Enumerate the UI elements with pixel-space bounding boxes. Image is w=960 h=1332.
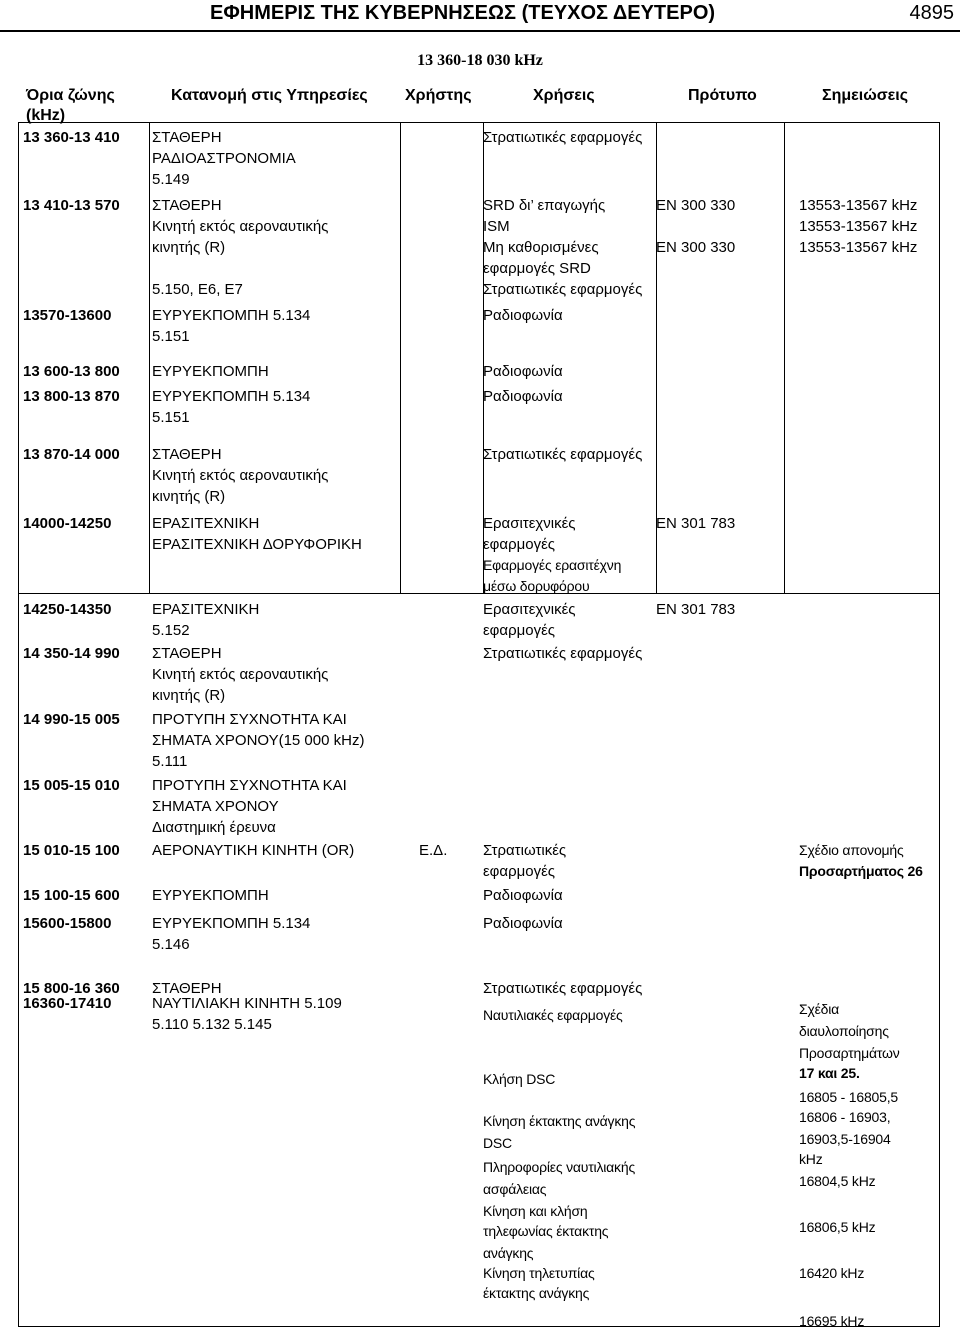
allocation-cell-line: ΣΗΜΑΤΑ ΧΡΟΝΟΥ(15 000 kHz)	[152, 732, 365, 749]
standard-cell	[656, 195, 735, 258]
uses-cell-line: DSC	[483, 1135, 512, 1151]
allocation-cell-line: Κινητή εκτός αεροναυτικής	[152, 666, 329, 683]
band-cell-line: 15 010-15 100	[23, 842, 120, 859]
notes-cell	[799, 195, 917, 258]
uses-cell-line: Κίνηση και κλήση	[483, 1203, 588, 1219]
allocation-cell-line: ΑΕΡΟΝΑΥΤΙΚΗ ΚΙΝΗΤΗ (OR)	[152, 842, 355, 859]
allocation-cell	[152, 993, 342, 1035]
notes-cell-line: 16804,5 kHz	[799, 1173, 876, 1189]
uses-cell-line: Στρατιωτικές εφαρμογές	[483, 980, 643, 997]
allocation-cell-line: 5.151	[152, 409, 190, 426]
allocation-cell	[152, 386, 310, 428]
band-cell	[23, 513, 111, 534]
page-header-title: ΕΦΗΜΕΡΙΣ ΤΗΣ ΚΥΒΕΡΝΗΣΕΩΣ (ΤΕΥΧΟΣ ΔΕΥΤΕΡΟ)	[210, 2, 716, 24]
uses-cell-line: εφαρμογές	[483, 622, 556, 639]
allocation-cell-line: ΣΤΑΘΕΡΗ	[152, 197, 222, 214]
allocation-cell-line: ΕΡΑΣΙΤΕΧΝΙΚΗ	[152, 515, 260, 532]
uses-cell	[483, 913, 563, 934]
uses-cell	[483, 885, 563, 906]
allocation-cell-line: 5.150, Ε6, Ε7	[152, 281, 243, 298]
uses-cell-line: Ναυτιλιακές εφαρμογές	[483, 1007, 623, 1023]
uses-cell-line: εφαρμογές	[483, 536, 556, 553]
uses-cell-line: Πληροφορίες ναυτιλιακής	[483, 1159, 635, 1175]
uses-cell	[483, 127, 642, 148]
notes-cell-line: Προσαρτημάτων	[799, 1045, 900, 1061]
band-cell-line: 14 350-14 990	[23, 645, 120, 662]
band-cell-line: 13 870-14 000	[23, 446, 120, 463]
band-cell-line: 14000-14250	[23, 515, 112, 532]
row-divider	[19, 593, 939, 594]
uses-cell-line: τηλεφωνίας έκτακτης	[483, 1223, 609, 1239]
notes-cell-line: 16806,5 kHz	[799, 1219, 876, 1235]
band-cell-line: 13 410-13 570	[23, 197, 120, 214]
allocation-cell-line: ΣΤΑΘΕΡΗ	[152, 446, 222, 463]
allocation-cell	[152, 840, 354, 861]
band-cell	[23, 709, 120, 730]
col-divider	[400, 123, 401, 593]
standard-cell-line: EN 301 783	[656, 601, 736, 618]
page-number: 4895	[909, 2, 954, 24]
notes-cell-line: 17 και 25.	[799, 1065, 860, 1081]
allocation-table	[18, 122, 940, 1327]
uses-cell	[483, 978, 642, 999]
allocation-cell	[152, 643, 328, 706]
header-rule	[0, 30, 960, 32]
notes-cell	[799, 840, 923, 882]
uses-cell-line: Στρατιωτικές εφαρμογές	[483, 129, 643, 146]
uses-cell-line: εφαρμογές	[483, 863, 556, 880]
band-cell	[23, 643, 120, 664]
col-header-notes: Σημειώσεις	[822, 87, 909, 104]
allocation-cell	[152, 305, 310, 347]
band-cell	[23, 840, 120, 861]
uses-cell-line: Ραδιοφωνία	[483, 363, 563, 380]
band-cell	[23, 444, 120, 465]
uses-cell	[483, 840, 566, 882]
uses-cell-line: Ερασιτεχνικές	[483, 515, 576, 532]
notes-cell-line: Προσαρτήματος 26	[799, 863, 923, 879]
band-range-title: 13 360-18 030 kHz	[417, 52, 543, 69]
col-header-band: Όρια ζώνης (kHz)	[26, 87, 115, 124]
notes-cell-line: 16695 kHz	[799, 1313, 865, 1329]
uses-cell	[483, 444, 642, 465]
uses-cell-line: Στρατιωτικές	[483, 842, 567, 859]
band-cell-line: 13 360-13 410	[23, 129, 120, 146]
allocation-cell-line: ΣΤΑΘΕΡΗ	[152, 645, 222, 662]
allocation-cell-line: ΕΥΡΥΕΚΠΟΜΠΗ 5.134	[152, 307, 311, 324]
allocation-cell-line: 5.110 5.132 5.145	[152, 1016, 272, 1033]
notes-cell-line: 16420 kHz	[799, 1265, 865, 1281]
uses-cell	[483, 599, 576, 641]
band-cell-line: 13570-13600	[23, 307, 112, 324]
allocation-cell	[152, 513, 362, 555]
band-cell-line: 16360-17410	[23, 995, 112, 1012]
band-cell	[23, 127, 120, 148]
allocation-cell	[152, 775, 347, 838]
allocation-cell-line: ΡΑΔΙΟΑΣΤΡΟΝΟΜΙΑ	[152, 150, 296, 167]
uses-cell-line: Ραδιοφωνία	[483, 887, 563, 904]
uses-cell-line: Ραδιοφωνία	[483, 915, 563, 932]
col-divider	[784, 123, 785, 593]
uses-cell-line: έκτακτης ανάγκης	[483, 1285, 590, 1301]
band-cell	[23, 599, 111, 620]
standard-cell-line: EN 300 330	[656, 239, 736, 256]
allocation-cell-line: κινητής (R)	[152, 239, 226, 256]
uses-cell-line: SRD δι’ επαγωγής	[483, 197, 606, 214]
standard-cell	[656, 513, 735, 534]
uses-cell-line: Ραδιοφωνία	[483, 307, 563, 324]
allocation-cell-line: ΠΡΟΤΥΠΗ ΣΥΧΝΟΤΗΤΑ ΚΑΙ	[152, 777, 347, 794]
allocation-cell	[152, 361, 269, 382]
allocation-cell-line: Διαστημική έρευνα	[152, 819, 276, 836]
user-cell	[419, 840, 447, 861]
allocation-cell-line: 5.151	[152, 328, 190, 345]
band-cell-line: 15 100-15 600	[23, 887, 120, 904]
notes-cell-line: διαυλοποίησης	[799, 1023, 889, 1039]
uses-cell	[483, 513, 621, 597]
band-cell-line: 15600-15800	[23, 915, 112, 932]
col-divider	[149, 123, 150, 593]
col-header-allocation: Κατανομή στις Υπηρεσίες	[171, 87, 368, 104]
standard-cell-line: EN 300 330	[656, 197, 736, 214]
allocation-cell-line: ΕΡΑΣΙΤΕΧΝΙΚΗ ΔΟΡΥΦΟΡΙΚΗ	[152, 536, 362, 553]
band-cell	[23, 361, 120, 382]
notes-cell-line: 13553-13567 kHz	[799, 197, 918, 214]
allocation-cell	[152, 444, 328, 507]
band-cell-line: 15 800-16 360	[23, 980, 120, 997]
standard-cell-line: EN 301 783	[656, 515, 736, 532]
uses-cell-line: Κίνηση τηλετυπίας	[483, 1265, 595, 1281]
band-cell	[23, 386, 120, 407]
allocation-cell-line: ΣΗΜΑΤΑ ΧΡΟΝΟΥ	[152, 798, 279, 815]
allocation-cell-line: ΕΡΑΣΙΤΕΧΝΙΚΗ	[152, 601, 260, 618]
allocation-cell-line: ΣΤΑΘΕΡΗ	[152, 129, 222, 146]
band-cell	[23, 305, 111, 326]
uses-cell-line: εφαρμογές SRD	[483, 260, 591, 277]
standard-cell-line	[656, 216, 735, 237]
allocation-cell-line	[152, 258, 328, 279]
uses-cell-line: Στρατιωτικές εφαρμογές	[483, 446, 643, 463]
band-cell	[23, 885, 120, 906]
notes-cell-line: kHz	[799, 1151, 823, 1167]
uses-cell-line: ανάγκης	[483, 1245, 534, 1261]
band-cell-line: 14 990-15 005	[23, 711, 120, 728]
uses-cell-line: Κλήση DSC	[483, 1071, 556, 1087]
notes-cell-line: 16903,5-16904	[799, 1131, 891, 1147]
band-cell-line: 15 005-15 010	[23, 777, 120, 794]
uses-cell	[483, 195, 642, 300]
notes-cell-line: Σχέδια	[799, 1001, 840, 1017]
allocation-cell	[152, 127, 296, 190]
band-cell-line: 13 600-13 800	[23, 363, 120, 380]
allocation-cell-line: ΝΑΥΤΙΛΙΑΚΗ ΚΙΝΗΤΗ 5.109	[152, 995, 342, 1012]
uses-cell-line: Εφαρμογές ερασιτέχνη	[483, 557, 622, 573]
uses-cell-line: Στρατιωτικές εφαρμογές	[483, 281, 643, 298]
band-cell	[23, 195, 120, 216]
col-header-user: Χρήστης	[405, 87, 472, 104]
allocation-cell-line: 5.149	[152, 171, 190, 188]
allocation-cell	[152, 885, 269, 906]
uses-cell-line: ασφάλειας	[483, 1181, 547, 1197]
allocation-cell-line: ΕΥΡΥΕΚΠΟΜΠΗ 5.134	[152, 388, 311, 405]
allocation-cell-line: ΕΥΡΥΕΚΠΟΜΠΗ	[152, 887, 269, 904]
band-cell	[23, 913, 111, 934]
uses-cell	[483, 386, 563, 407]
uses-cell-line: ISM	[483, 218, 510, 235]
uses-cell-line: μέσω δορυφόρου	[483, 578, 590, 594]
uses-cell-line: Μη καθορισμένες	[483, 239, 599, 256]
allocation-cell-line: 5.111	[152, 753, 188, 770]
band-cell	[23, 775, 120, 796]
allocation-cell	[152, 709, 364, 772]
uses-cell-line: Στρατιωτικές εφαρμογές	[483, 645, 643, 662]
allocation-cell	[152, 913, 310, 955]
uses-cell-line: Ραδιοφωνία	[483, 388, 563, 405]
col-header-standard: Πρότυπο	[688, 87, 757, 104]
allocation-cell	[152, 195, 328, 300]
uses-cell	[483, 643, 642, 664]
col-header-uses: Χρήσεις	[533, 87, 595, 104]
allocation-cell-line: ΠΡΟΤΥΠΗ ΣΥΧΝΟΤΗΤΑ ΚΑΙ	[152, 711, 347, 728]
allocation-cell-line: ΣΤΑΘΕΡΗ	[152, 980, 222, 997]
allocation-cell-line: ΕΥΡΥΕΚΠΟΜΠΗ	[152, 363, 269, 380]
allocation-cell-line: 5.152	[152, 622, 190, 639]
allocation-cell	[152, 599, 259, 641]
allocation-cell-line: κινητής (R)	[152, 687, 226, 704]
uses-cell	[483, 305, 563, 326]
allocation-cell-line: ΕΥΡΥΕΚΠΟΜΠΗ 5.134	[152, 915, 311, 932]
standard-cell	[656, 599, 735, 620]
band-cell-line: 14250-14350	[23, 601, 112, 618]
uses-cell-line: Ερασιτεχνικές	[483, 601, 576, 618]
band-cell	[23, 993, 111, 1014]
notes-cell-line: 16806 - 16903,	[799, 1109, 891, 1125]
allocation-cell-line: κινητής (R)	[152, 488, 226, 505]
allocation-cell-line: Κινητή εκτός αεροναυτικής	[152, 467, 329, 484]
notes-cell-line: 13553-13567 kHz	[799, 218, 918, 235]
notes-cell-line: 16805 - 16805,5	[799, 1089, 898, 1105]
notes-cell-line: Σχέδιο απονομής	[799, 842, 904, 858]
user-cell-line: Ε.Δ.	[419, 842, 448, 859]
notes-cell-line: 13553-13567 kHz	[799, 239, 918, 256]
uses-cell	[483, 361, 563, 382]
uses-cell-line: Κίνηση έκτακτης ανάγκης	[483, 1113, 636, 1129]
allocation-cell-line: 5.146	[152, 936, 190, 953]
allocation-cell-line: Κινητή εκτός αεροναυτικής	[152, 218, 329, 235]
band-cell-line: 13 800-13 870	[23, 388, 120, 405]
